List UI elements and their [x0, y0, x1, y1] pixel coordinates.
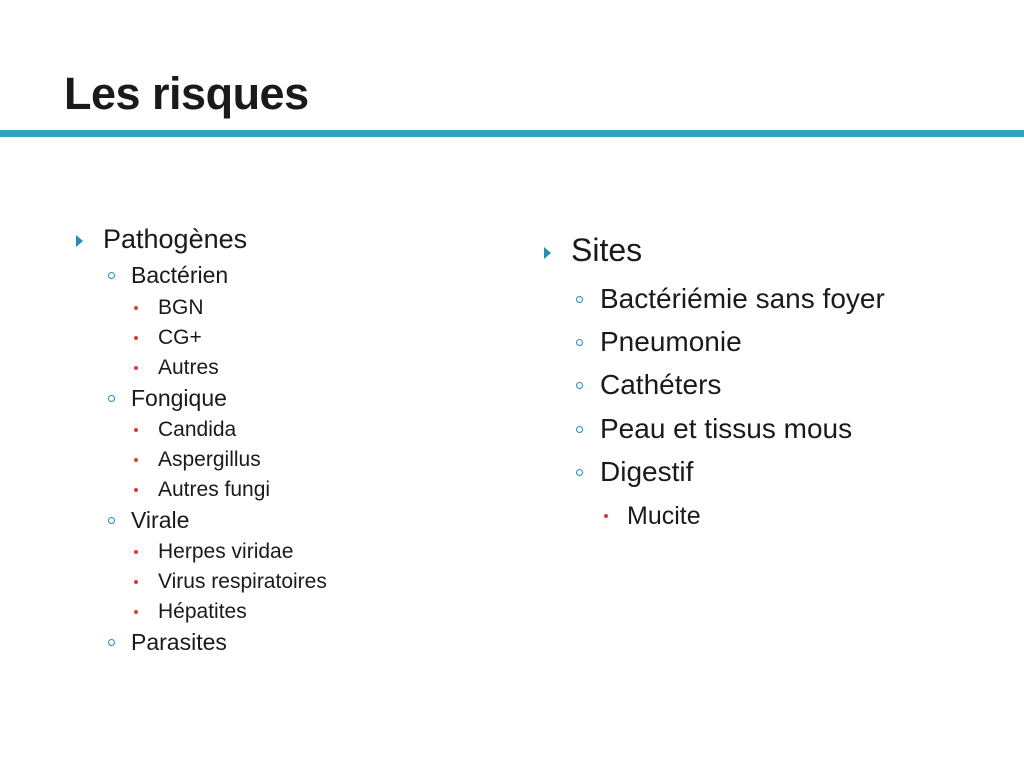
site-label: Peau et tissus mous [600, 413, 853, 444]
site-label: Digestif [600, 456, 694, 487]
dot-bullet-icon [134, 488, 138, 492]
ring-bullet-icon [108, 395, 115, 402]
item-label: CG+ [158, 326, 202, 349]
dot-bullet-icon [134, 610, 138, 614]
item-label: Candida [158, 418, 237, 441]
ring-bullet-icon [576, 339, 583, 346]
group-label: Parasites [131, 629, 227, 655]
site-label: Cathéters [600, 369, 722, 400]
dot-bullet-icon [134, 366, 138, 370]
triangle-bullet-icon [76, 235, 83, 247]
dot-bullet-icon [134, 306, 138, 310]
slide-title: Les risques [64, 68, 309, 119]
ring-bullet-icon [108, 272, 115, 279]
group-label: Fongique [131, 385, 227, 411]
group-label: Virale [131, 507, 190, 533]
item-label: Hépatites [158, 600, 247, 623]
dot-bullet-icon [604, 514, 608, 518]
site-label: Bactériémie sans foyer [600, 283, 885, 314]
item-label: Aspergillus [158, 448, 261, 471]
dot-bullet-icon [134, 428, 138, 432]
ring-bullet-icon [576, 426, 583, 433]
dot-bullet-icon [134, 550, 138, 554]
ring-bullet-icon [576, 382, 583, 389]
group-label: Bactérien [131, 262, 229, 288]
dot-bullet-icon [134, 580, 138, 584]
item-label: Autres [158, 356, 219, 379]
item-label: Autres fungi [158, 478, 271, 501]
item-label: Virus respiratoires [158, 570, 327, 593]
site-label: Pneumonie [600, 326, 742, 357]
ring-bullet-icon [108, 639, 115, 646]
ring-bullet-icon [108, 517, 115, 524]
title-divider [0, 130, 1024, 137]
pathogens-heading: Pathogènes [103, 224, 248, 254]
sites-heading: Sites [571, 232, 643, 268]
dot-bullet-icon [134, 336, 138, 340]
ring-bullet-icon [576, 469, 583, 476]
item-label: BGN [158, 296, 204, 319]
dot-bullet-icon [134, 458, 138, 462]
ring-bullet-icon [576, 296, 583, 303]
site-sub-label: Mucite [627, 502, 701, 530]
item-label: Herpes viridae [158, 540, 294, 563]
triangle-bullet-icon [544, 247, 551, 259]
